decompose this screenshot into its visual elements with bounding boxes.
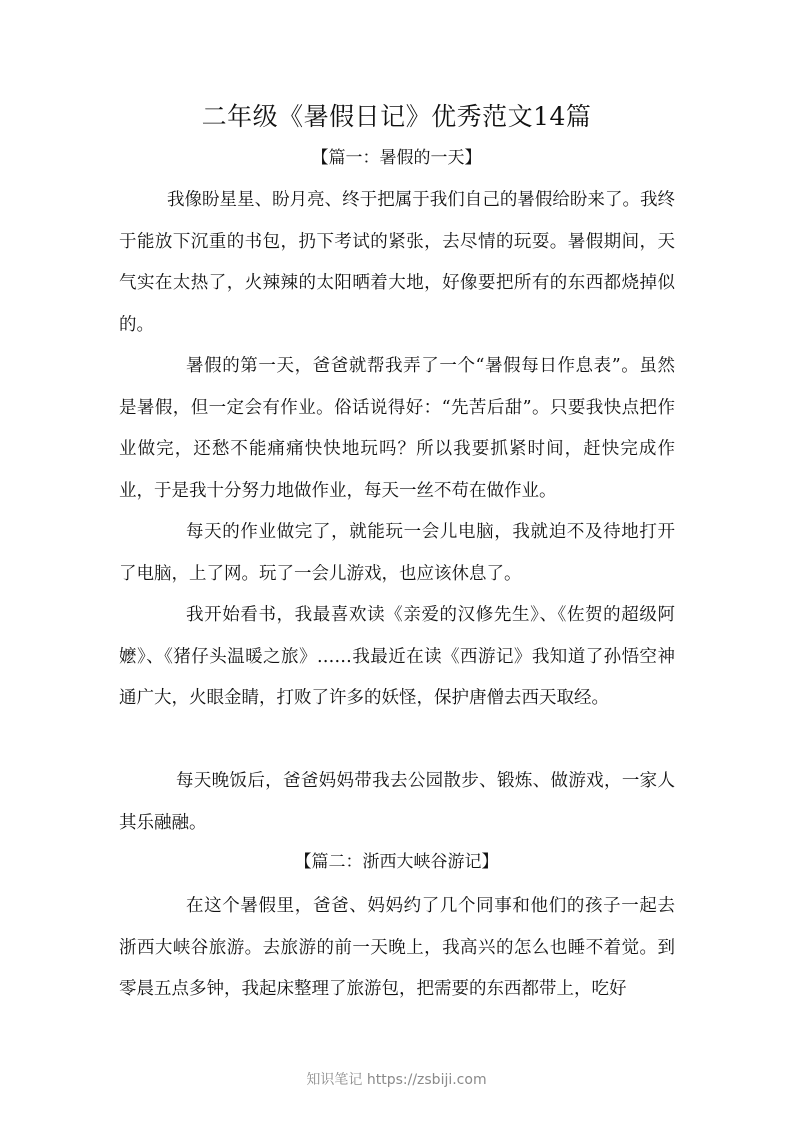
paragraph: 我开始看书，我最喜欢读《亲爱的汉修先生》、《佐贺的超级阿嬷》、《猪仔头温暖之旅》……我最近在读《西游记》我知道了孙悟空神通广大，火眼金睛，打败了许多的妖怪，保护唐僧去西天取经。 bbox=[119, 605, 675, 708]
paragraph: 我像盼星星、盼月亮、终于把属于我们自己的暑假给盼来了。我终于能放下沉重的书包，扔下考试的紧张，去尽情的玩耍。暑假期间，天气实在太热了，火辣辣的太阳晒着大地，好像要把所有的东西都烧掉似的。 bbox=[119, 190, 675, 335]
paragraph: 暑假的第一天，爸爸就帮我弄了一个“暑假每日作息表”。虽然是暑假，但一定会有作业。俗话说得好：“先苦后甜”。只要我快点把作业做完，还愁不能痛痛快快地玩吗？所以我要抓紧时间，赶快完成作业，于是我十分努力地做作业，每天一丝不苟在做作业。 bbox=[119, 356, 675, 501]
paragraph: 在这个暑假里，爸爸、妈妈约了几个同事和他们的孩子一起去浙西大峡谷旅游。去旅游的前一天晚上，我高兴的怎么也睡不着觉。到零晨五点多钟，我起床整理了旅游包，把需要的东西都带上，吃好 bbox=[119, 896, 675, 999]
paragraph: 每天晚饭后，爸爸妈妈带我去公园散步、锻炼、做游戏，一家人其乐融融。 bbox=[119, 771, 675, 833]
section-heading-1: 【篇一：暑假的一天】 bbox=[311, 148, 482, 168]
document-title: 二年级《暑假日记》优秀范文14篇 bbox=[201, 102, 592, 131]
footer-watermark: 知识笔记 https://zsbiji.com bbox=[306, 1072, 487, 1088]
paragraph: 每天的作业做完了，就能玩一会儿电脑，我就迫不及待地打开了电脑，上了网。玩了一会儿游戏，也应该休息了。 bbox=[119, 522, 675, 584]
section-heading-2: 【篇二：浙西大峡谷游记】 bbox=[294, 852, 499, 872]
